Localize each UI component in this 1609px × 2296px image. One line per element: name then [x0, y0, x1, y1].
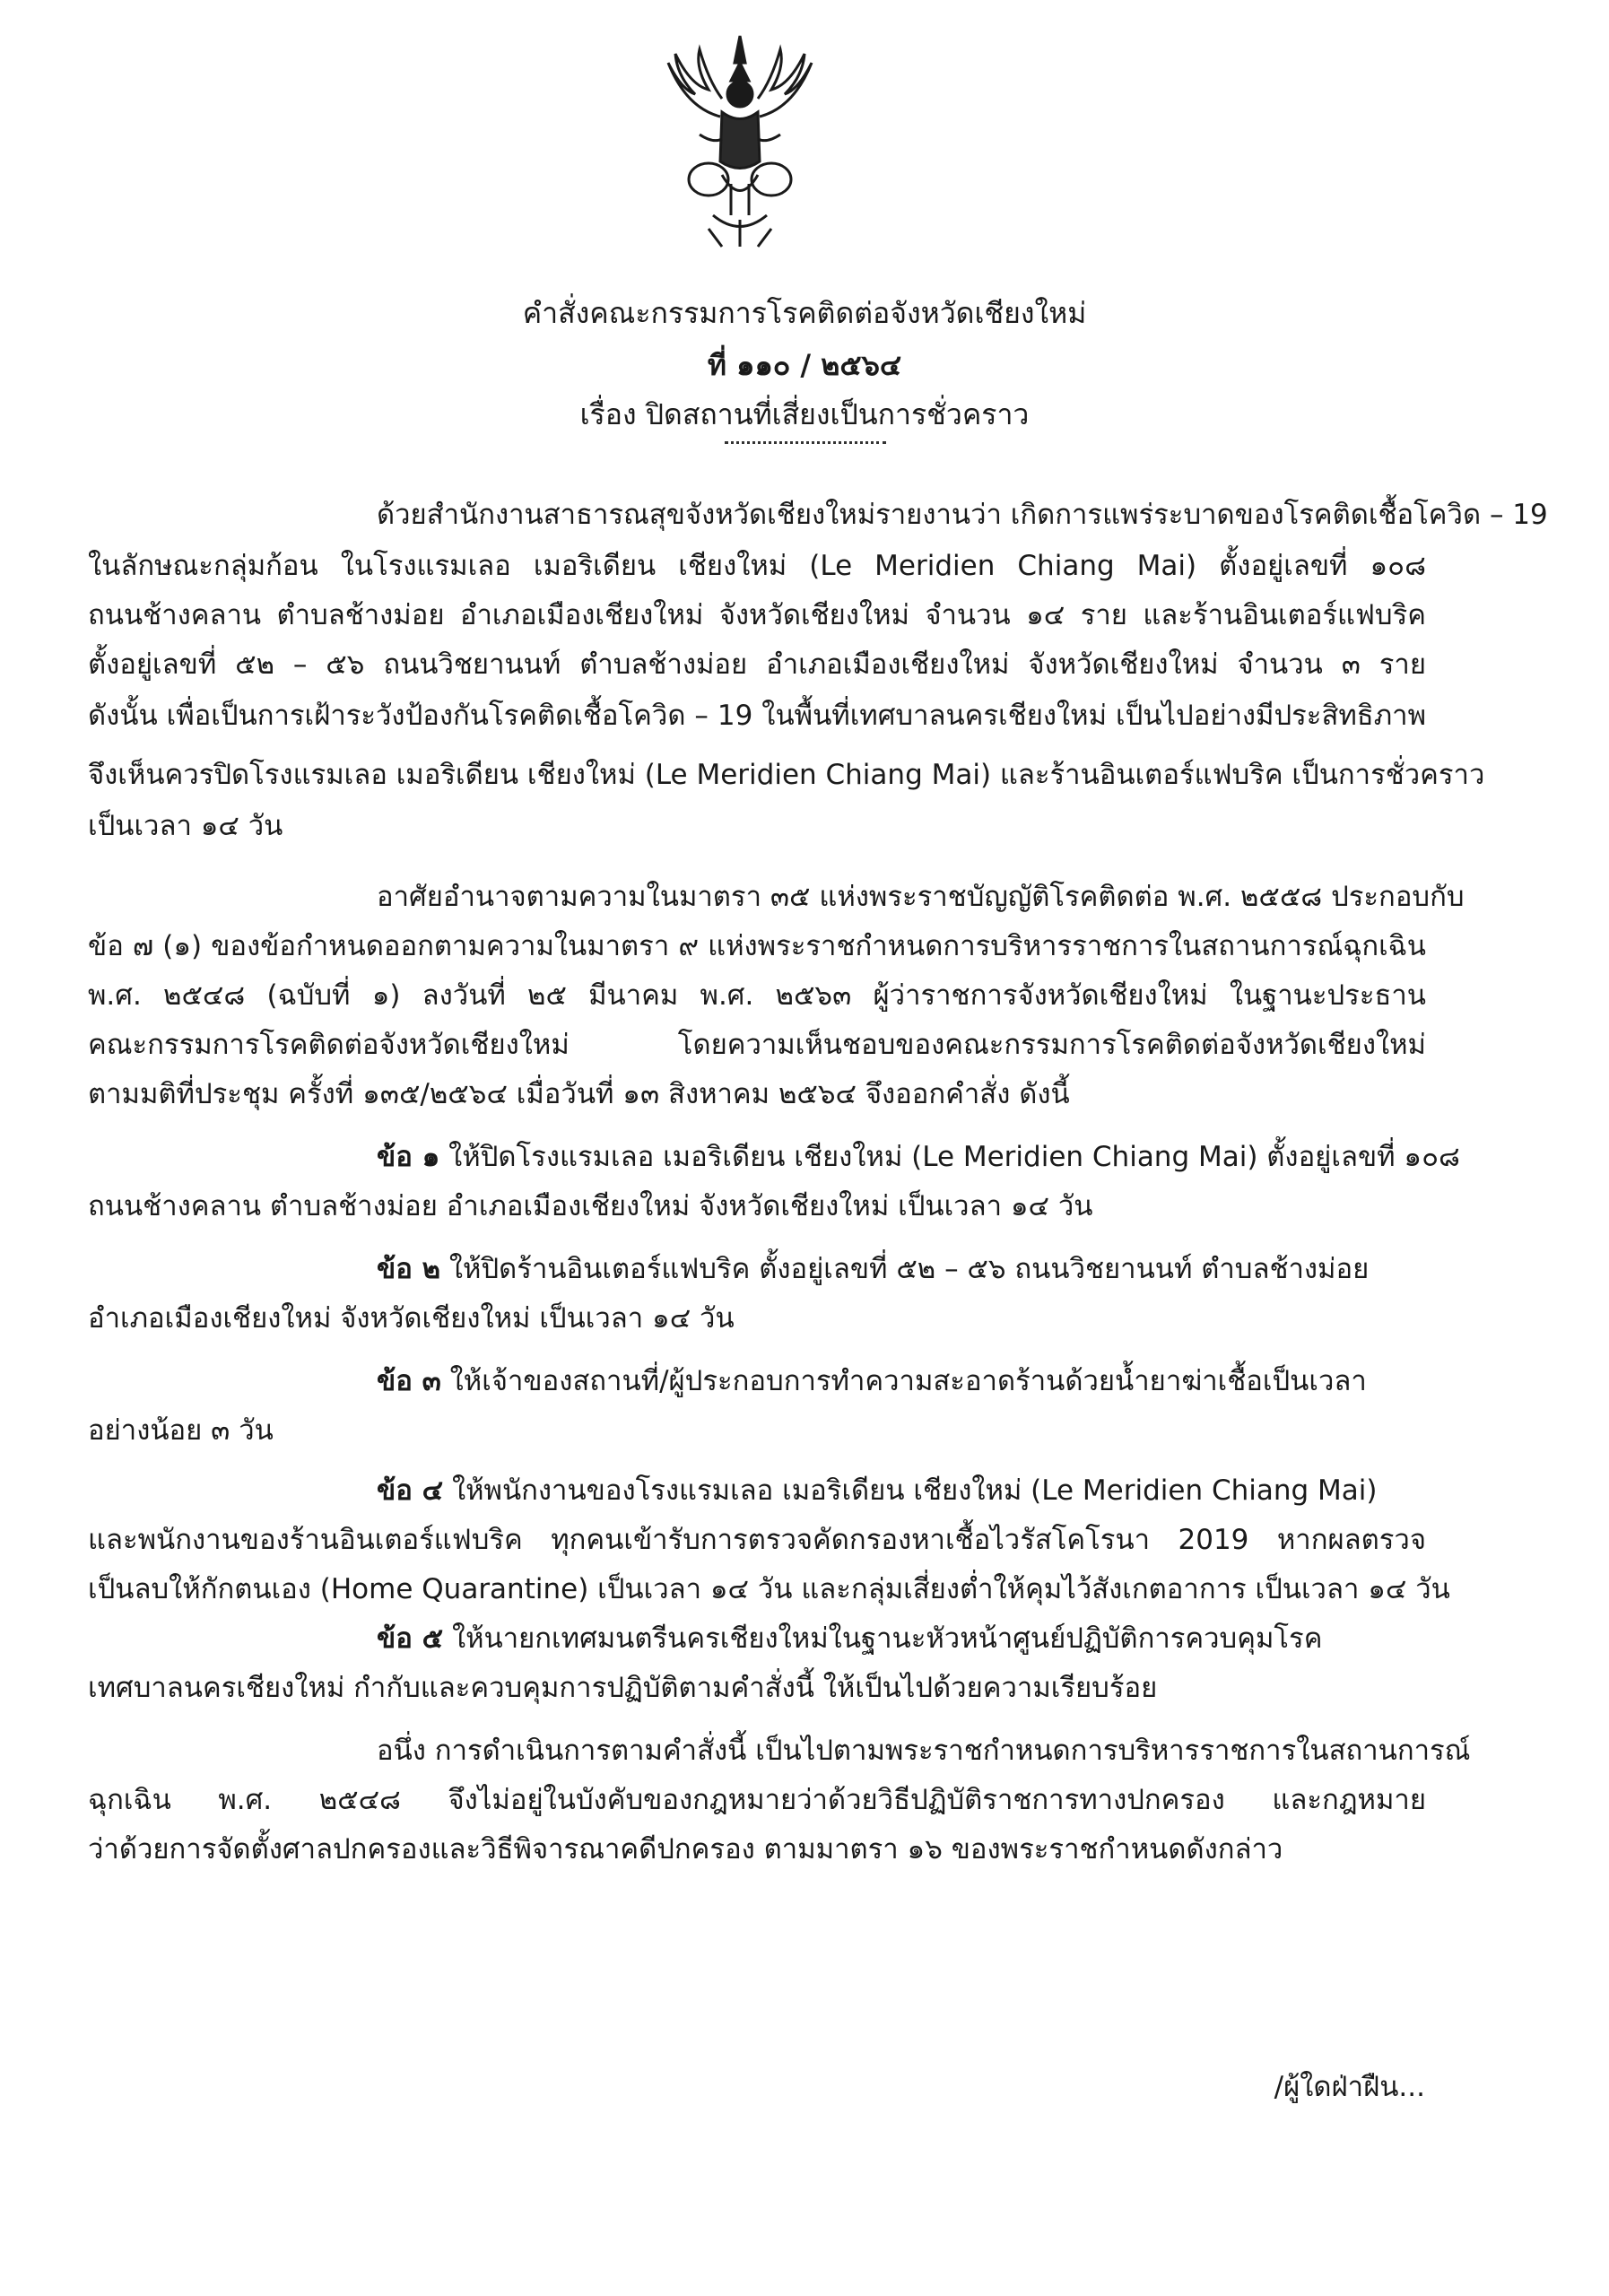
- body-line: อาศัยอำนาจตามความในมาตรา ๓๕ แห่งพระราชบัญญัติโรคติดต่อ พ.ศ. ๒๕๕๘ ประกอบกับ: [377, 881, 1465, 913]
- clause-text: ให้นายกเทศมนตรีนครเชียงใหม่ในฐานะหัวหน้าศูนย์ปฏิบัติการควบคุมโรค: [451, 1622, 1323, 1655]
- garuda-emblem-icon: [659, 27, 821, 251]
- body-line: พ.ศ. ๒๕๔๘ (ฉบับที่ ๑) ลงวันที่ ๒๕ มีนาคม พ.ศ. ๒๕๖๓ ผู้ว่าราชการจังหวัดเชียงใหม่ ในฐานะประธาน: [88, 979, 1426, 1012]
- body-line: เทศบาลนครเชียงใหม่ กำกับและควบคุมการปฏิบัติตามคำสั่งนี้ ให้เป็นไปด้วยความเรียบร้อย: [88, 1672, 1158, 1704]
- clause-2: [377, 1249, 1426, 1289]
- body-line: ด้วยสำนักงานสาธารณสุขจังหวัดเชียงใหม่รายงานว่า เกิดการแพร่ระบาดของโรคติดเชื้อโควิด – 19: [377, 499, 1548, 531]
- clause-3: [377, 1361, 1426, 1401]
- body-line: ข้อ ๗ (๑) ของข้อกำหนดออกตามความในมาตรา ๙ แห่งพระราชกำหนดการบริหารราชการในสถานการณ์ฉุกเฉิน: [88, 930, 1426, 962]
- body-line: ในลักษณะกลุ่มก้อน ในโรงแรมเลอ เมอริเดียน เชียงใหม่ (Le Meridien Chiang Mai) ตั้งอยู่เลขที่ ๑๐๘: [88, 550, 1426, 582]
- body-line: คณะกรรมการโรคติดต่อจังหวัดเชียงใหม่ โดยความเห็นชอบของคณะกรรมการโรคติดต่อจังหวัดเชียงใหม่: [88, 1029, 1426, 1061]
- body-line: ดังนั้น เพื่อเป็นการเฝ้าระวังป้องกันโรคติดเชื้อโควิด – 19 ในพื้นที่เทศบาลนครเชียงใหม่ เป็นไปอย่างมีประสิทธิภาพ: [88, 700, 1426, 732]
- body-line: ฉุกเฉิน พ.ศ. ๒๕๔๘ จึงไม่อยู่ในบังคับของกฎหมายว่าด้วยวิธีปฏิบัติราชการทางปกครอง และกฎหมาย: [88, 1784, 1426, 1816]
- clause-label: ข้อ ๑: [377, 1141, 440, 1173]
- clause-label: ข้อ ๓: [377, 1365, 441, 1397]
- clause-text: ให้ปิดร้านอินเตอร์แฟบริค ตั้งอยู่เลขที่ ๕๒ – ๕๖ ถนนวิชยานนท์ ตำบลช้างม่อย: [448, 1253, 1370, 1285]
- body-line: ตามมติที่ประชุม ครั้งที่ ๑๓๕/๒๕๖๔ เมื่อวันที่ ๑๓ สิงหาคม ๒๕๖๔ จึงออกคำสั่ง ดังนี้: [88, 1078, 1070, 1110]
- clause-text: ให้ปิดโรงแรมเลอ เมอริเดียน เชียงใหม่ (Le Meridien Chiang Mai) ตั้งอยู่เลขที่ ๑๐๘: [448, 1141, 1460, 1173]
- clause-label: ข้อ ๒: [377, 1253, 441, 1285]
- body-line: จึงเห็นควรปิดโรงแรมเลอ เมอริเดียน เชียงใหม่ (Le Meridien Chiang Mai) และร้านอินเตอร์แฟบริค เป็นการชั่วคราว: [88, 759, 1485, 791]
- order-title: คำสั่งคณะกรรมการโรคติดต่อจังหวัดเชียงใหม่: [522, 296, 1087, 330]
- body-line: ถนนช้างคลาน ตำบลช้างม่อย อำเภอเมืองเชียงใหม่ จังหวัดเชียงใหม่ เป็นเวลา ๑๔ วัน: [88, 1190, 1093, 1222]
- body-line: อำเภอเมืองเชียงใหม่ จังหวัดเชียงใหม่ เป็นเวลา ๑๔ วัน: [88, 1302, 735, 1335]
- clause-text: ให้พนักงานของโรงแรมเลอ เมอริเดียน เชียงใหม่ (Le Meridien Chiang Mai): [451, 1474, 1378, 1507]
- body-line: เป็นเวลา ๑๔ วัน: [88, 810, 283, 842]
- clause-label: ข้อ ๔: [377, 1474, 444, 1507]
- body-line: เป็นลบให้กักตนเอง (Home Quarantine) เป็นเวลา ๑๔ วัน และกลุ่มเสี่ยงต่ำให้คุมไว้สังเกตอาการ เป็นเวลา ๑๔ วัน: [88, 1573, 1450, 1605]
- dotted-divider: [725, 441, 886, 444]
- body-line: ตั้งอยู่เลขที่ ๕๒ – ๕๖ ถนนวิชยานนท์ ตำบลช้างม่อย อำเภอเมืองเชียงใหม่ จังหวัดเชียงใหม่ จำนวน ๓ ราย: [88, 648, 1426, 681]
- clause-1: [377, 1137, 1460, 1177]
- body-line: อย่างน้อย ๓ วัน: [88, 1414, 274, 1447]
- clause-5: [377, 1619, 1426, 1658]
- body-line: และพนักงานของร้านอินเตอร์แฟบริค ทุกคนเข้ารับการตรวจคัดกรองหาเชื้อไวรัสโคโรนา 2019 หากผลตรวจ: [88, 1524, 1426, 1556]
- clause-text: ให้เจ้าของสถานที่/ผู้ประกอบการทำความสะอาดร้านด้วยน้ำยาฆ่าเชื้อเป็นเวลา: [449, 1365, 1367, 1397]
- continuation-note: /ผู้ใดฝ่าฝืน...: [1274, 2071, 1425, 2103]
- clause-4: [377, 1471, 1426, 1510]
- body-line: ว่าด้วยการจัดตั้งศาลปกครองและวิธีพิจารณาคดีปกครอง ตามมาตรา ๑๖ ของพระราชกำหนดดังกล่าว: [88, 1833, 1283, 1866]
- body-line: อนึ่ง การดำเนินการตามคำสั่งนี้ เป็นไปตามพระราชกำหนดการบริหารราชการในสถานการณ์: [377, 1735, 1471, 1767]
- order-subject: เรื่อง ปิดสถานที่เสี่ยงเป็นการชั่วคราว: [579, 397, 1030, 431]
- order-number: ที่ ๑๑๐ / ๒๕๖๔: [707, 348, 902, 382]
- body-line: ถนนช้างคลาน ตำบลช้างม่อย อำเภอเมืองเชียงใหม่ จังหวัดเชียงใหม่ จำนวน ๑๔ ราย และร้านอินเตอร์แฟบริค: [88, 599, 1426, 631]
- clause-label: ข้อ ๕: [377, 1622, 444, 1655]
